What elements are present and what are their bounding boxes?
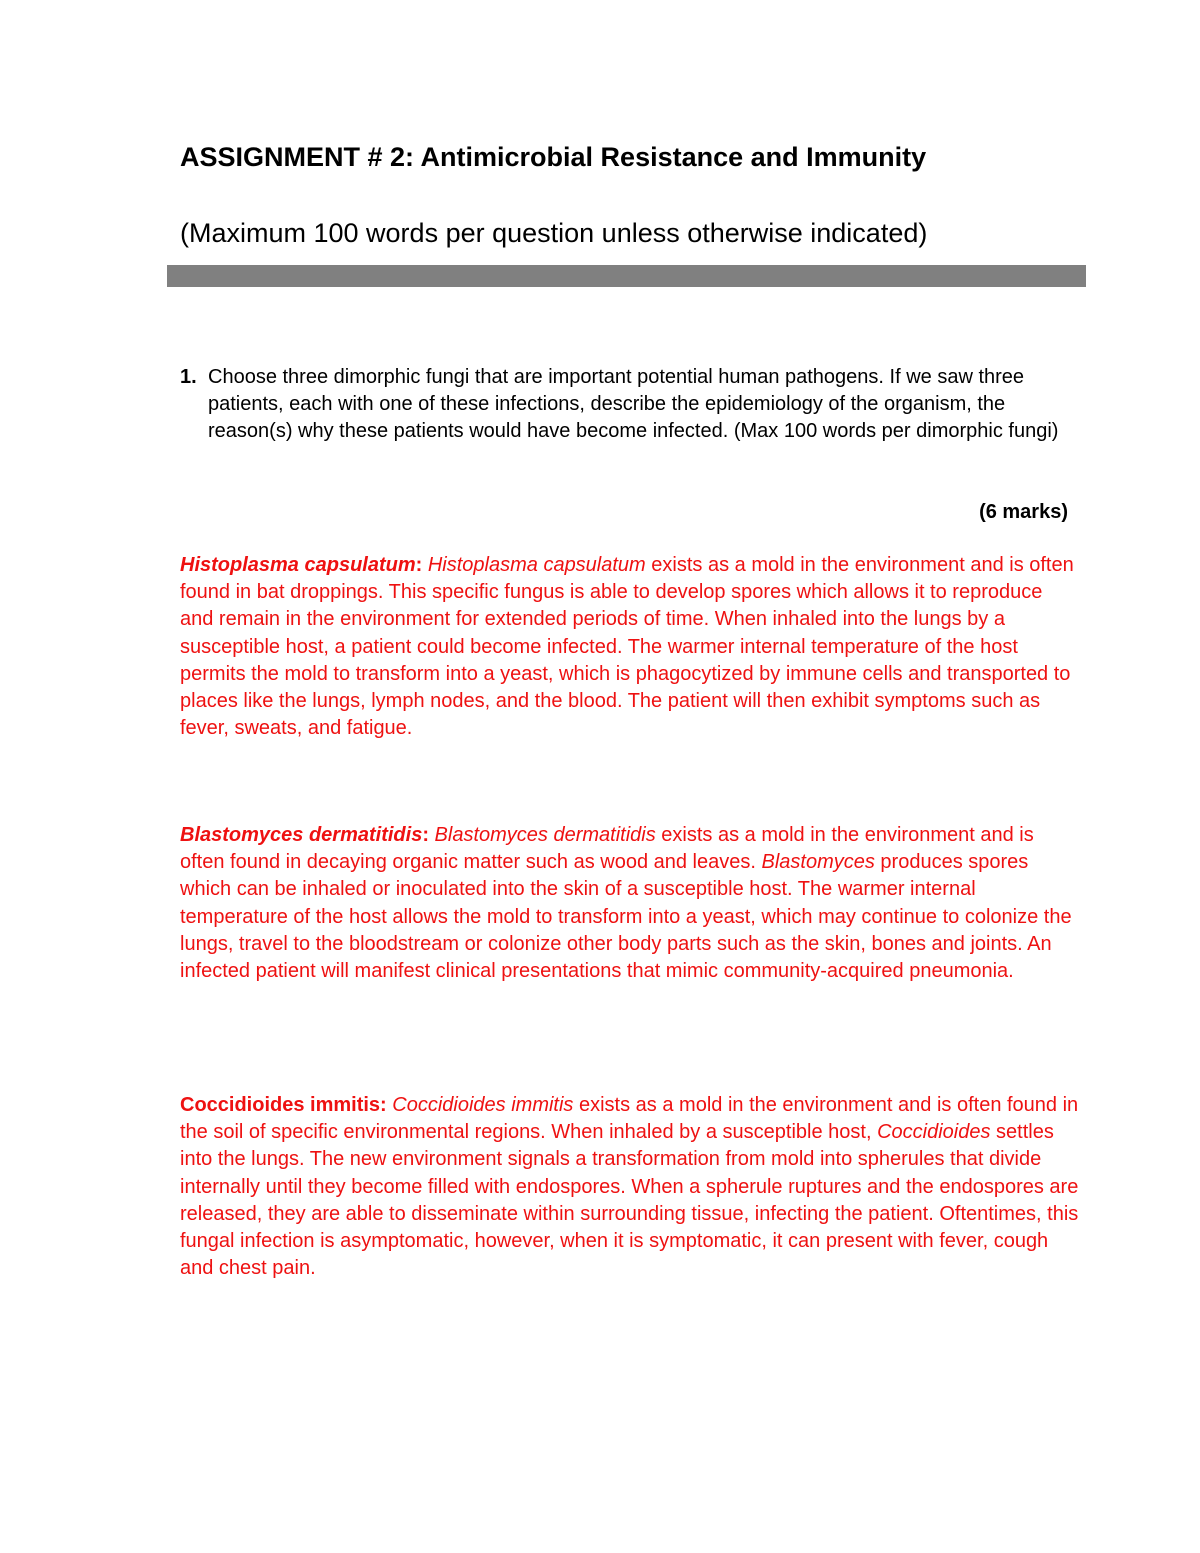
answer-body: exists as a mold in the environment and is often found in bat droppings. This specific fungus is able to develop spores which allows it to reproduce and remain in the environment for extended periods of time. When inhaled into the lungs by a susceptible host, a patient could become infected. The warmer internal temperature of the host permits the mold to transform into a yeast, which is phagocytized by immune cells and transported to places like the lungs, lymph nodes, and the blood. The patient will then exhibit symptoms such as fever, sweats, and fatigue. [180, 554, 1074, 740]
answer-heading: Blastomyces dermatitidis [180, 824, 423, 846]
answer-coccidioides [180, 1092, 1080, 1282]
answer-organism-name: Coccidioides immitis [392, 1094, 574, 1116]
assignment-title: ASSIGNMENT # 2: Antimicrobial Resistance and Immunity [180, 142, 927, 172]
answer-heading: Histoplasma capsulatum [180, 554, 416, 576]
question-marks: (6 marks) [979, 501, 1068, 523]
answer-separator: : [422, 824, 435, 846]
answer-histoplasma [180, 552, 1080, 742]
answer-heading: Coccidioides immitis: [180, 1094, 387, 1116]
answer-organism-name: Blastomyces dermatitidis [434, 824, 656, 846]
question-number: 1. [180, 366, 197, 388]
answer-blastomyces [180, 822, 1080, 985]
answer-organism-name-short: Blastomyces [761, 851, 875, 874]
answer-organism-name-short: Coccidioides [877, 1121, 991, 1144]
answer-body: exists as a mold in the environment and is often found in decaying organic matter such as wood and leaves. [180, 824, 1034, 874]
question-text: Choose three dimorphic fungi that are important potential human pathogens. If we saw three patients, each with one of these infections, describe the epidemiology of the organism, the reason(s) why these patients would have become infected. (Max 100 words per dimorphic fungi) [208, 366, 1059, 442]
assignment-subtitle: (Maximum 100 words per question unless otherwise indicated) [180, 218, 928, 248]
answer-organism-name: Histoplasma capsulatum [427, 554, 646, 576]
answer-body-continued: settles into the lungs. The new environment signals a transformation from mold into spherules that divide internally until they become filled with endospores. When a spherule ruptures and the endospores are released, they are able to disseminate within surrounding tissue, infecting the patient. Oftentimes, this fungal infection is asymptomatic, however, when it is symptomatic, it can present with fever, cough and chest pain. [180, 1121, 1079, 1280]
section-divider [167, 265, 1086, 287]
question-1 [180, 364, 1080, 445]
answer-body-continued: produces spores which can be inhaled or inoculated into the skin of a susceptible host. The warmer internal temperature of the host allows the mold to transform into a yeast, which may continue to colonize the lungs, travel to the bloodstream or colonize other body parts such as the skin, bones and joints. An infected patient will manifest clinical presentations that mimic community-acquired pneumonia. [180, 851, 1072, 983]
answer-separator: : [415, 554, 428, 576]
answer-body: exists as a mold in the environment and is often found in the soil of specific environmental regions. When inhaled by a susceptible host, [180, 1094, 1079, 1144]
